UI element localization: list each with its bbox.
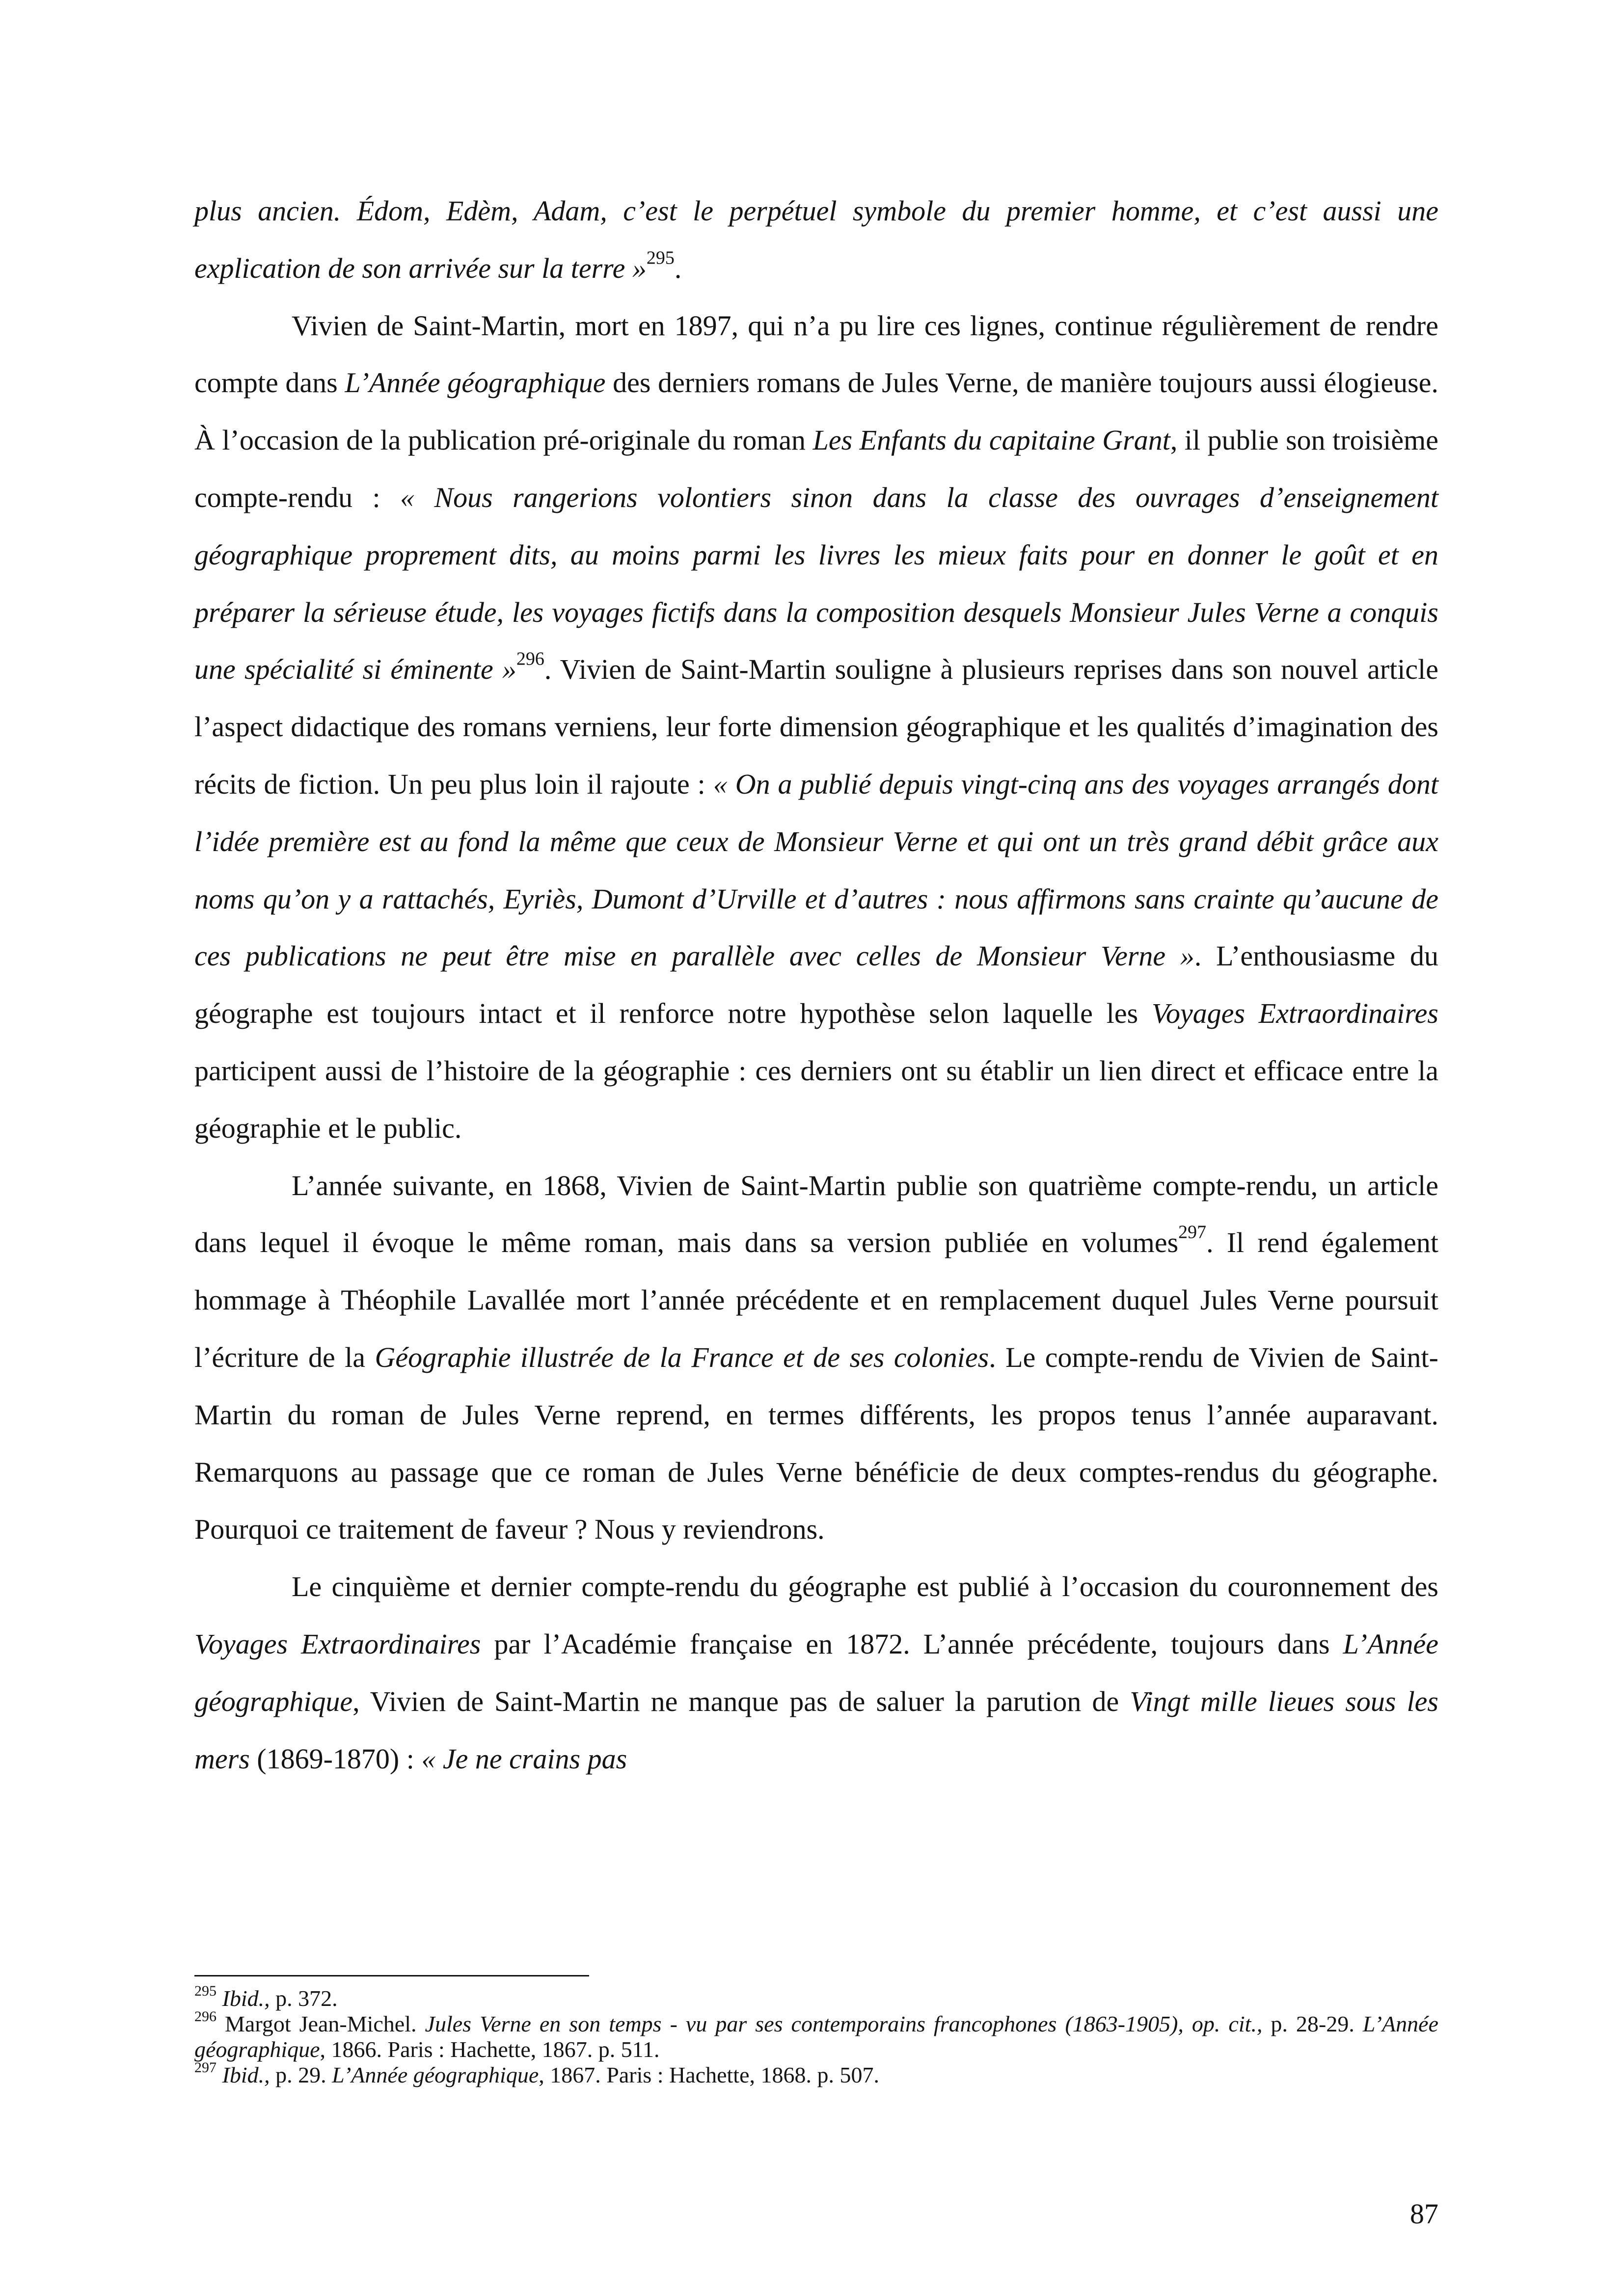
quote-opening: « Je ne crains pas — [421, 1742, 627, 1775]
quote-voyages-arranges: « On a publié depuis vingt-cinq ans des voyages arrangés dont l’idée première est au fond la même que ceux de Monsieur Verne et qui ont un très grand débit grâce aux noms qu’on y a rattachés, Eyriès, Dumont d’Urville et d’autres : nous affirmons sans crainte qu’aucune de ces publications ne peut être mise en parallèle avec celles de Monsieur Verne » — [194, 768, 1438, 972]
paragraph-1: plus ancien. Édom, Edèm, Adam, c’est le perpétuel symbole du premier homme, et c’est aussi une explication de son arrivée sur la terre »$^{295}$. — [194, 195, 1438, 284]
paragraph-4: Le cinquième et dernier compte-rendu du géographe est publié à l’occasion du couronnement des Voyages Extraordinaires par l’Académie française en 1872. L’année précédente, toujours dans L’Année géographique, Vivien de Saint-Martin ne manque pas de saluer la parution de Vingt mille lieues sous les mers (1869-1870) : « Je ne crains pas — [194, 1571, 1439, 1775]
footnote-number: 297 — [194, 2059, 216, 2076]
title-annee-geographique: L’Année géographique — [194, 1628, 1439, 1717]
footnote-295: $^{295}$ Ibid., p. 372. — [194, 1983, 338, 2011]
title-annee-geographique: L’Année géographique — [345, 367, 606, 399]
paragraph-2: Vivien de Saint-Martin, mort en 1897, qui n’a pu lire ces lignes, continue régulièrement de rendre compte dans L’Année géographique des derniers romans de Jules Verne, de manière toujours aussi élogieuse. À l’occasion de la publication pré-originale du roman Les Enfants du capitaine Grant, il publie son troisième compte-rendu : « Nous rangerions volontiers sinon dans la classe des ouvrages d’enseignement géographique proprement dits, au moins parmi les livres les mieux faits pour en donner le goût et en préparer la sérieuse étude, les voyages fictifs dans la composition desquels Monsieur Jules Verne a conquis une spécialité si éminente »$^{296}$. Vivien de Saint-Martin souligne à plusieurs reprises dans son nouvel article l’aspect didactique des romans verniens, leur forte dimension géographique et les qualités d’imagination des récits de fiction. Un peu plus loin il rajoute : « On a publié depuis vingt-cinq ans des voyages arrangés dont l’idée première est au fond la même que ceux de Monsieur Verne et qui ont un très grand débit grâce aux noms qu’on y a rattachés, Eyriès, Dumont d’Urville et d’autres : nous affirmons sans crainte qu’aucune de ces publications ne peut être mise en parallèle avec celles de Monsieur Verne ». L’enthousiasme du géographe est toujours intact et il renforce notre hypothèse selon laquelle les Voyages Extraordinaires participent aussi de l’histoire de la géographie : ces derniers ont su établir un lien direct et efficace entre la géographie et le public. — [194, 309, 1439, 1144]
quote-continuation: plus ancien. Édom, Edèm, Adam, c’est le perpétuel symbole du premier homme, et c’est aussi une explication de son arrivée sur la terre » — [194, 195, 1438, 284]
paragraph-3: L’année suivante, en 1868, Vivien de Saint-Martin publie son quatrième compte-rendu, un article dans lequel il évoque le même roman, mais dans sa version publiée en volumes$^{297}$. Il rend également hommage à Théophile Lavallée mort l’année précédente et en remplacement duquel Jules Verne poursuit l’écriture de la Géographie illustrée de la France et de ses colonies. Le compte-rendu de Vivien de Saint-Martin du roman de Jules Verne reprend, en termes différents, les propos tenus l’année auparavant. Remarquons au passage que ce roman de Jules Verne bénéficie de deux comptes-rendus du géographe. Pourquoi ce traitement de faveur ? Nous y reviendrons. — [194, 1169, 1438, 1546]
title-vingt-mille-lieues: Vingt mille lieues sous les mers — [194, 1685, 1438, 1775]
footnotes — [194, 1983, 1438, 2088]
title-enfants-capitaine-grant: Les Enfants du capitaine Grant — [812, 424, 1170, 456]
body-text — [194, 183, 1438, 1788]
footnote-297: $^{297}$ Ibid., p. 29. L’Année géographique, 1867. Paris : Hachette, 1868. p. 507. — [194, 2059, 879, 2087]
footnote-ref-297[interactable]: 297 — [1178, 1222, 1207, 1243]
title-voyages-extraordinaires: Voyages Extraordinaires — [1151, 997, 1438, 1030]
footnote-number: 296 — [194, 2008, 216, 2025]
footnote-number: 295 — [194, 1983, 216, 1999]
footnote-ref-296[interactable]: 296 — [516, 648, 544, 669]
footnote-296: $^{296}$ Margot Jean-Michel. Jules Verne en son temps - vu par ses contemporains francophones (1863-1905), op. cit., p. 28-29. L’Année géographique, 1866. Paris : Hachette, 1867. p. 511. — [194, 2008, 1438, 2062]
footnote-ref-295[interactable]: 295 — [646, 247, 675, 268]
title-geographie-illustree: Géographie illustrée de la France et de ses colonies — [375, 1341, 989, 1373]
page-number: 87 — [1410, 2198, 1438, 2230]
footnote-separator — [194, 1975, 589, 1976]
quote-third-review: « Nous rangerions volontiers sinon dans la classe des ouvrages d’enseignement géographique proprement dits, au moins parmi les livres les mieux faits pour en donner le goût et en préparer la sérieuse étude, les voyages fictifs dans la composition desquels Monsieur Jules Verne a conquis une spécialité si éminente » — [194, 481, 1438, 686]
title-voyages-extraordinaires: Voyages Extraordinaires — [194, 1628, 481, 1660]
